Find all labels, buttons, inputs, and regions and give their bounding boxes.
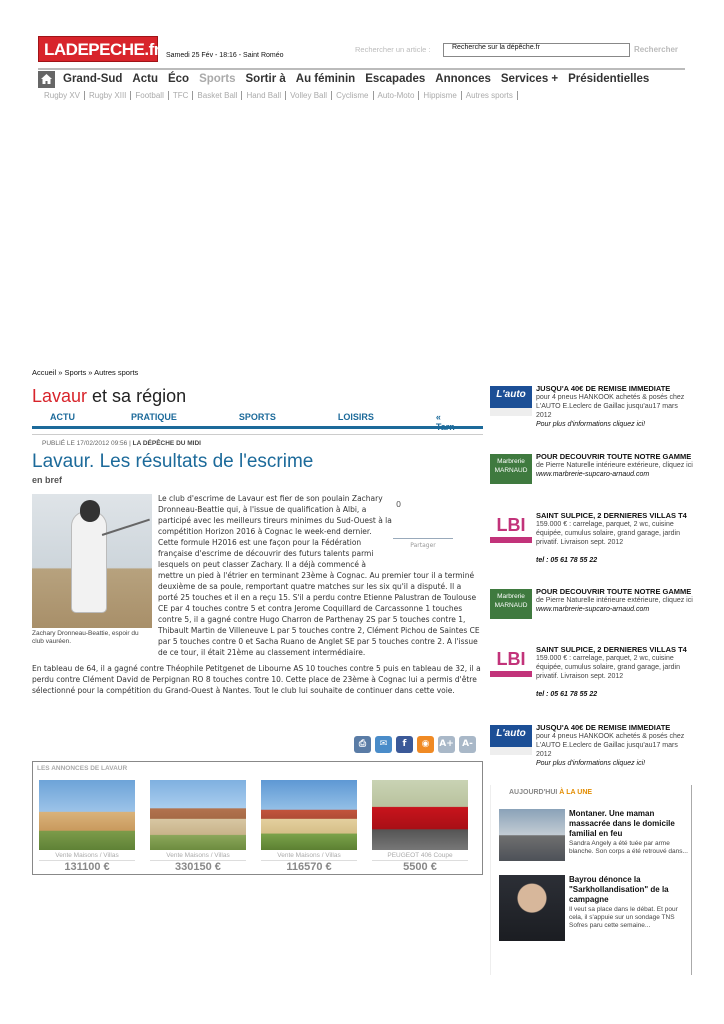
- rss-icon[interactable]: ◉: [417, 736, 434, 753]
- nav-rule: [38, 68, 685, 70]
- promo-link[interactable]: Pour plus d'informations cliquez ici!: [536, 421, 646, 428]
- subnav-hippisme[interactable]: Hippisme: [419, 91, 461, 100]
- une-headline[interactable]: Montaner. Une maman massacrée dans le domicile familial en feu: [569, 809, 675, 838]
- region-tabs: [32, 412, 483, 432]
- ad-item[interactable]: [39, 780, 135, 873]
- share-count: 0: [396, 500, 402, 509]
- home-button[interactable]: [38, 71, 55, 88]
- une-title-b: À LA UNE: [559, 789, 593, 796]
- site-logo[interactable]: LADEPECHE.fr: [38, 36, 158, 62]
- promo-body: 159.000 € : carrelage, parquet, 2 wc, cuisine équipée, cumulus solaire, grand garage, jardin privatif. Livraison sept. 2012: [536, 521, 680, 546]
- publish-info: PUBLIÉ LE 17/02/2012 09:56 | LA DÉPÊCHE DU MIDI: [42, 440, 201, 447]
- article-title: Lavaur. Les résultats de l'escrime: [32, 451, 314, 472]
- promo-headline: SAINT SULPICE, 2 DERNIERES VILLAS T4: [536, 511, 687, 520]
- nav-sortir[interactable]: Sortir à: [245, 73, 286, 85]
- ad-item[interactable]: [372, 780, 468, 873]
- share-box: [393, 493, 483, 563]
- email-icon[interactable]: ✉: [375, 736, 392, 753]
- ad-price: 116570 €: [261, 860, 357, 873]
- font-decrease-icon[interactable]: A-: [459, 736, 476, 753]
- subnav-auto-moto[interactable]: Auto-Moto: [374, 91, 420, 100]
- ad-price: 330150 €: [150, 860, 246, 873]
- article-paragraph: Le club d'escrime de Lavaur est fier de son poulain Zachary Dronneau-Beattie qui, à l'issue de qualification à Albi, a participé avec les meilleurs tireurs minimes du Sud-Ouest à la compétition Horizon 2016 à Cognac le week-end dernier. Cette formule H2016 est une façon pour la Fédération française d'escrime de découvrir des futurs talents parmi lesquels on peut classer Zachary. Il a déjà commencé à mettre un pied à l'étrier en terminant 23ème à Cognac. Au premier tour il a terminé deuxième de sa poule, remportant quatre matches sur les six qu'il a disputé. Il a porté 25 touches et il en a reçu 15. S'il a perdu contre Etienne Palustran de Toulouse CE par 4 touches contre 5 et contra Jerome Coquillard de Carcassonne 1 touches contre 5, il a gagné contre Hugo Charron de Parthenay 2S par 5 touches contre 1, Thibault Martin de Villeneuve L par 5 touches contre 2, Clément Pichou de Saintes CE par 5 touches contre 0 et Sacha Ruano de Anglet SE par 5 touches contre 2. A l'issue de ce tour, il était 21ème au classement intermédiaire.: [158, 494, 480, 657]
- nav-actu[interactable]: Actu: [132, 73, 158, 85]
- promo-body: pour 4 pneus HANKOOK achetés & posés chez L'AUTO E.Leclerc de Gaillac jusqu'au17 mars 2012: [536, 733, 685, 758]
- ad-type: Vente Maisons / Villas: [55, 852, 119, 859]
- date-line: Samedi 25 Fév - 18:16 - Saint Roméo: [166, 52, 284, 59]
- search-button[interactable]: Rechercher: [634, 45, 679, 54]
- tab-actu[interactable]: ACTU: [50, 412, 75, 422]
- subnav-autres-sports[interactable]: Autres sports: [462, 91, 518, 100]
- subnav-tfc[interactable]: TFC: [169, 91, 194, 100]
- promo-link[interactable]: www.marbrerie-supcaro-arnaud.com: [536, 471, 650, 478]
- share-button[interactable]: Partager: [393, 538, 453, 548]
- subnav-basket[interactable]: Basket Ball: [193, 91, 242, 100]
- nav-grand-sud[interactable]: Grand-Sud: [63, 73, 123, 85]
- une-item[interactable]: [499, 875, 689, 930]
- ad-type: PEUGEOT 406 Coupe: [387, 852, 453, 859]
- region-name[interactable]: Lavaur: [32, 386, 88, 406]
- search-input[interactable]: Recherche sur la dépêche.fr: [443, 43, 630, 57]
- promo-item[interactable]: [490, 723, 695, 768]
- fencer-blade: [102, 519, 150, 536]
- une-summary: Il veut sa place dans le débat. Et pour cela, il s'appuie sur un sondage TNS Sofres paru cette semaine...: [569, 906, 678, 929]
- ad-item[interactable]: [261, 780, 357, 873]
- fencer-mask: [80, 500, 100, 522]
- nav-presidentielles[interactable]: Présidentielles: [568, 73, 650, 85]
- une-title: [509, 789, 592, 796]
- print-icon[interactable]: ⎙: [354, 736, 371, 753]
- auto-leclerc-logo: L'auto: [490, 725, 532, 755]
- article-kicker: en bref: [32, 475, 63, 485]
- ad-type: Vente Maisons / Villas: [277, 852, 341, 859]
- fencer-figure: [72, 512, 106, 612]
- main-nav: [63, 71, 649, 88]
- une-summary: Sandra Angely a été tuée par arme blanche. Son corps a été retrouvé dans...: [569, 840, 688, 855]
- ad-image-house: [261, 780, 357, 850]
- publish-date: PUBLIÉ LE 17/02/2012 09:56: [42, 440, 128, 447]
- une-image: [499, 875, 565, 941]
- ads-box: [32, 761, 483, 875]
- promo-body: de Pierre Naturelle intérieure extérieure, cliquez ici: [536, 462, 693, 469]
- nav-services[interactable]: Services +: [500, 73, 559, 85]
- tab-loisirs[interactable]: LOISIRS: [337, 412, 374, 422]
- tab-tarn[interactable]: « Tarn: [435, 412, 455, 432]
- nav-eco[interactable]: Éco: [167, 73, 190, 85]
- nav-au-feminin[interactable]: Au féminin: [295, 73, 356, 85]
- promo-body: 159.000 € : carrelage, parquet, 2 wc, cuisine équipée, cumulus solaire, grand garage, jardin privatif. Livraison sept. 2012: [536, 655, 680, 680]
- promo-link[interactable]: www.marbrerie-supcaro-arnaud.com: [536, 606, 650, 613]
- subnav-hand[interactable]: Hand Ball: [242, 91, 286, 100]
- nav-sports[interactable]: Sports: [199, 73, 236, 85]
- lbi-logo: LBI: [490, 513, 532, 543]
- font-increase-icon[interactable]: A+: [438, 736, 455, 753]
- nav-escapades[interactable]: Escapades: [365, 73, 426, 85]
- promo-body: de Pierre Naturelle intérieure extérieure, cliquez ici: [536, 597, 693, 604]
- ad-item[interactable]: [150, 780, 246, 873]
- subnav-rugby-xv[interactable]: Rugby XV: [44, 91, 85, 100]
- promo-headline: POUR DECOUVRIR TOUTE NOTRE GAMME: [536, 452, 692, 461]
- une-box: [490, 785, 692, 975]
- marbrerie-logo: Marbrerie MARNAUD: [490, 454, 532, 484]
- promo-item[interactable]: [490, 384, 695, 429]
- promo-item[interactable]: [490, 452, 695, 479]
- une-title-a: AUJOURD'HUI: [509, 789, 560, 796]
- photo-caption: Zachary Dronneau-Beattie, espoir du club vauréen.: [32, 630, 139, 645]
- promo-headline: SAINT SULPICE, 2 DERNIERES VILLAS T4: [536, 645, 687, 654]
- promo-headline: JUSQU'A 40€ DE REMISE IMMEDIATE: [536, 384, 671, 393]
- auto-leclerc-logo: L'auto: [490, 386, 532, 416]
- promo-headline: JUSQU'A 40€ DE REMISE IMMEDIATE: [536, 723, 671, 732]
- publish-source: LA DÉPÊCHE DU MIDI: [132, 440, 201, 447]
- ad-price: 131100 €: [39, 860, 135, 873]
- promo-link[interactable]: Pour plus d'informations cliquez ici!: [536, 760, 646, 767]
- subnav-volley[interactable]: Volley Ball: [286, 91, 332, 100]
- search-label: Rechercher un article :: [355, 45, 431, 54]
- promo-item[interactable]: [490, 511, 695, 565]
- article-paragraph: En tableau de 64, il a gagné contre Théophile Petitgenet de Libourne AS 10 touches contre 5 puis en tableau de 32, il a perdu contre Clément David de Perpignan RO 8 touches contre 10. Cette place de 23ème à Cognac lui a permis d'être sélectionné pour la compétition du Grand-Ouest à Nantes. Tout le club lui souhaite de continuer dans cette voie.: [32, 664, 481, 695]
- une-headline[interactable]: Bayrou dénonce la "Sarkhollandisation" de la campagne: [569, 875, 669, 904]
- nav-annonces[interactable]: Annonces: [435, 73, 491, 85]
- promo-phone[interactable]: tel : 05 61 78 55 22: [536, 557, 598, 564]
- subnav-football[interactable]: Football: [131, 91, 168, 100]
- lbi-logo: LBI: [490, 647, 532, 677]
- sub-nav: [44, 91, 518, 100]
- breadcrumb[interactable]: Accueil » Sports » Autres sports: [32, 368, 139, 377]
- tab-sports[interactable]: SPORTS: [238, 412, 276, 422]
- ad-image-house: [150, 780, 246, 850]
- home-icon: [41, 74, 52, 84]
- article-tools: [354, 736, 476, 753]
- facebook-icon[interactable]: f: [396, 736, 413, 753]
- une-image: [499, 809, 565, 861]
- article-photo[interactable]: [32, 494, 152, 628]
- ad-image-house: [39, 780, 135, 850]
- ad-image-car: [372, 780, 468, 850]
- promo-phone[interactable]: tel : 05 61 78 55 22: [536, 691, 598, 698]
- promo-item[interactable]: [490, 587, 695, 614]
- ad-price: 5500 €: [372, 860, 468, 873]
- promo-item[interactable]: [490, 645, 695, 699]
- subnav-rugby-xiii[interactable]: Rugby XIII: [85, 91, 131, 100]
- tab-pratique[interactable]: PRATIQUE: [131, 412, 177, 422]
- region-title: [32, 386, 186, 407]
- ad-type: Vente Maisons / Villas: [166, 852, 230, 859]
- ads-title: LES ANNONCES DE LAVAUR: [37, 765, 128, 772]
- divider: [32, 434, 483, 435]
- une-item[interactable]: [499, 809, 689, 856]
- promo-body: pour 4 pneus HANKOOK achetés & posés chez L'AUTO E.Leclerc de Gaillac jusqu'au17 mars 2012: [536, 394, 685, 419]
- promo-headline: POUR DECOUVRIR TOUTE NOTRE GAMME: [536, 587, 692, 596]
- subnav-cyclisme[interactable]: Cyclisme: [332, 91, 373, 100]
- marbrerie-logo: Marbrerie MARNAUD: [490, 589, 532, 619]
- region-suffix: et sa région: [87, 386, 187, 406]
